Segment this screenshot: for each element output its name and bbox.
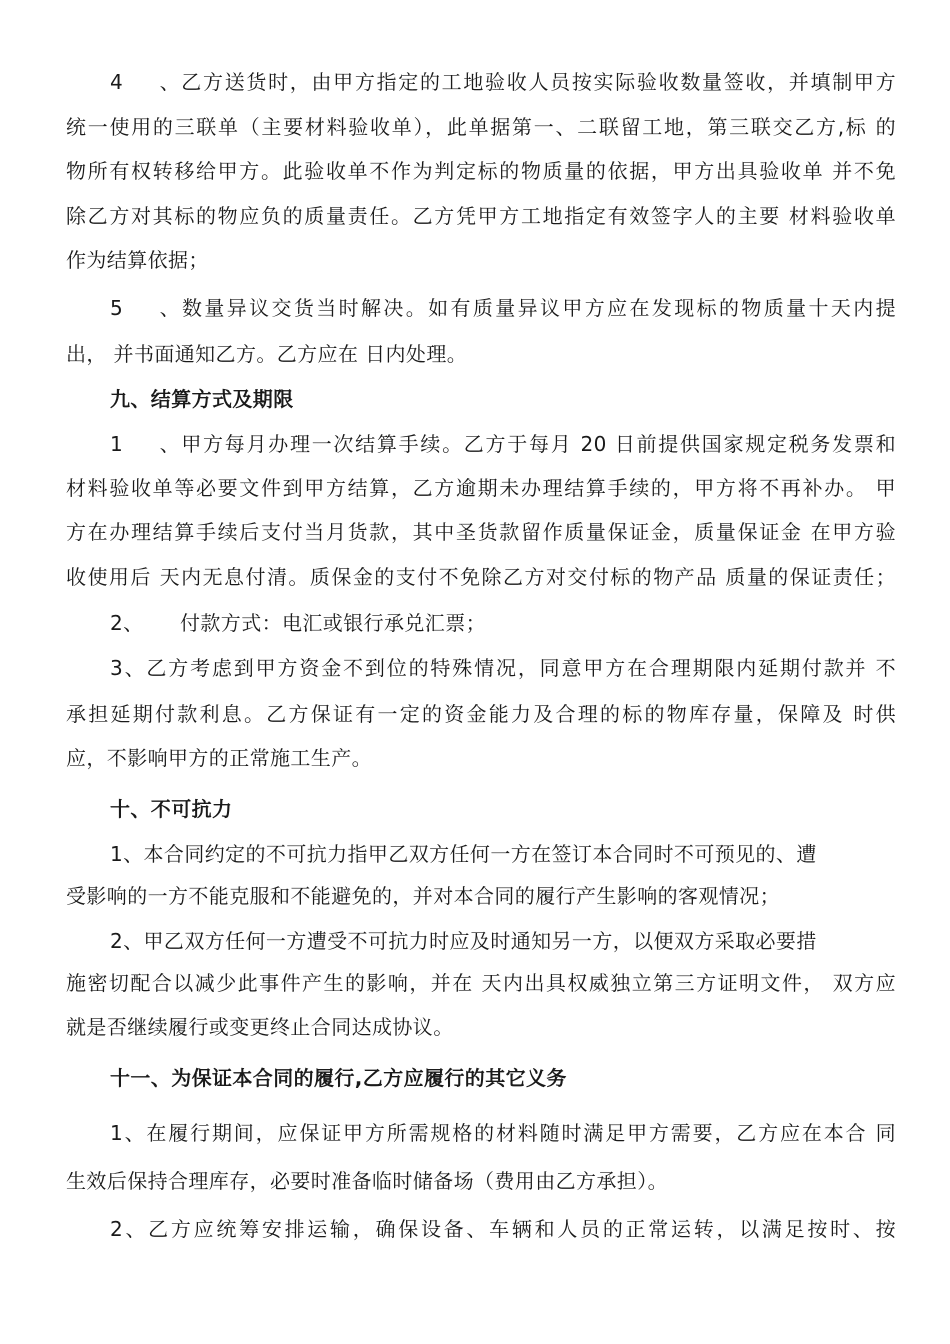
paragraph-line: 就是否继续履行或变更终止合同达成协议。 [66,1015,454,1039]
section-heading: 九、结算方式及期限 [110,387,294,411]
paragraph-line [110,431,896,457]
item-number: 1、 [110,432,180,456]
paragraph-line: 3、乙方考虑到甲方资金不到位的特殊情况，同意甲方在合理期限内延期付款并 不 [110,656,896,680]
paragraph-line: 除乙方对其标的物应负的质量责任。乙方凭甲方工地指定有效签字人的主要 材料验收单 [66,204,896,228]
line-text: 乙方送货时，由甲方指定的工地验收人员按实际验收数量签收，并填制甲方 [180,70,896,94]
section-heading: 十、不可抗力 [110,797,233,821]
paragraph-line: 出， 并书面通知乙方。乙方应在 日内处理。 [66,342,468,366]
paragraph-line: 1、在履行期间，应保证甲方所需规格的材料随时满足甲方需要，乙方应在本合 同 [110,1121,896,1145]
paragraph-line [110,610,896,636]
paragraph-line: 作为结算依据； [66,248,209,272]
item-number: 5、 [110,296,180,320]
paragraph-line: 方在办理结算手续后支付当月货款，其中圣货款留作质量保证金，质量保证金 在甲方验 [66,520,896,544]
paragraph-line [110,295,896,321]
paragraph-line: 生效后保持合理库存，必要时准备临时储备场（费用由乙方承担）。 [66,1169,668,1193]
line-text: 数量异议交货当时解决。如有质量异议甲方应在发现标的物质量十天内提 [180,296,896,320]
line-text: 付款方式：电汇或银行承兑汇票； [180,611,486,635]
paragraph-line: 收使用后 天内无息付清。质保金的支付不免除乙方对交付标的物产品 质量的保证责任； [66,565,896,589]
line-text: 甲方每月办理一次结算手续。乙方于每月 20 日前提供国家规定税务发票和 [180,432,896,456]
paragraph-line: 2、乙方应统筹安排运输，确保设备、车辆和人员的正常运转，以满足按时、按 [110,1217,896,1241]
paragraph-line [110,69,896,95]
paragraph-line: 材料验收单等必要文件到甲方结算，乙方逾期未办理结算手续的，甲方将不再补办。 甲 [66,476,896,500]
item-number: 2、 [110,611,144,635]
item-number: 4、 [110,70,180,94]
section-heading: 十一、为保证本合同的履行,乙方应履行的其它义务 [110,1066,567,1090]
paragraph-line: 受影响的一方不能克服和不能避免的，并对本合同的履行产生影响的客观情况； [66,884,780,908]
paragraph-line: 1、本合同约定的不可抗力指甲乙双方任何一方在签订本合同时不可预见的、遭 [110,842,817,866]
paragraph-line: 统一使用的三联单（主要材料验收单），此单据第一、二联留工地，第三联交乙方,标 的 [66,115,896,139]
paragraph-line: 应，不影响甲方的正常施工生产。 [66,746,372,770]
paragraph-line: 物所有权转移给甲方。此验收单不作为判定标的物质量的依据，甲方出具验收单 并不免 [66,159,896,183]
paragraph-line: 2、甲乙双方任何一方遭受不可抗力时应及时通知另一方，以便双方采取必要措 [110,929,817,953]
paragraph-line: 承担延期付款利息。乙方保证有一定的资金能力及合理的标的物库存量，保障及 时供 [66,702,896,726]
paragraph-line: 施密切配合以减少此事件产生的影响，并在 天内出具权威独立第三方证明文件， 双方应 [66,971,896,995]
